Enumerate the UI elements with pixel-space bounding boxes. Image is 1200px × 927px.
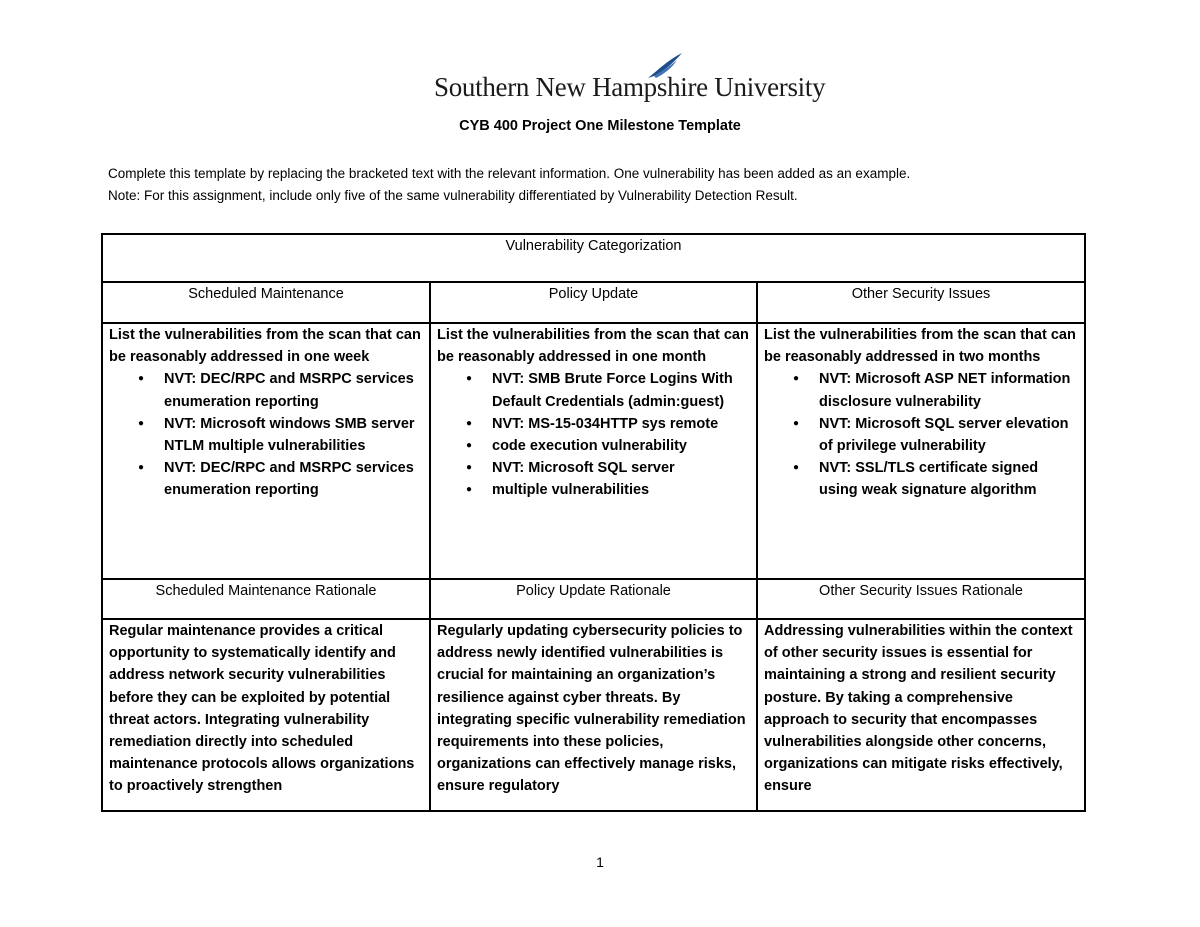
university-logo	[434, 50, 826, 108]
table-title: Vulnerability Categorization	[102, 234, 1085, 282]
vulnerability-list	[437, 368, 750, 501]
rationale-text: Regularly updating cybersecurity policies to address newly identified vulnerabilities is crucial for maintaining an organization’s resilience against cyber threats. By integrating specific vulnerability remediation requirements into these policies, organizations can effectively manage risks, ensure regulatory	[437, 623, 746, 795]
rationale-header-policy-update: Policy Update Rationale	[430, 579, 757, 619]
rationale-header-scheduled-maintenance: Scheduled Maintenance Rationale	[102, 579, 430, 619]
rationale-text: Regular maintenance provides a critical opportunity to systematically identify and address network security vulnerabilities before they can be exploited by potential threat actors. Integrating vulnerability remediation directly into scheduled maintenance protocols allows organizations to proactively strengthen	[109, 623, 415, 795]
policy-update-rationale-cell	[430, 619, 757, 811]
document-title: CYB 400 Project One Milestone Template	[459, 118, 741, 134]
column-header-other-security-issues: Other Security Issues	[757, 282, 1085, 323]
list-intro: List the vulnerabilities from the scan that can be reasonably addressed in one month	[437, 327, 749, 366]
instruction-text: Complete this template by replacing the bracketed text with the relevant information. One vulnerability has been added as an example.	[108, 166, 911, 181]
list-item: ● NVT: SMB Brute Force Logins With Default Credentials (admin:guest)	[437, 368, 750, 412]
vulnerability-list	[109, 368, 423, 501]
other-security-issues-rationale-cell	[757, 619, 1085, 811]
list-item: ● NVT: Microsoft ASP NET information disclosure vulnerability	[764, 368, 1078, 412]
note-text: Note: For this assignment, include only five of the same vulnerability differentiated by Vulnerability Detection Result.	[108, 188, 798, 203]
list-item: ● NVT: DEC/RPC and MSRPC services enumeration reporting	[109, 457, 423, 501]
page-number: 1	[596, 854, 604, 870]
list-intro: List the vulnerabilities from the scan that can be reasonably addressed in one week	[109, 327, 421, 366]
vulnerability-table	[101, 233, 1086, 812]
column-header-scheduled-maintenance: Scheduled Maintenance	[102, 282, 430, 323]
list-intro: List the vulnerabilities from the scan that can be reasonably addressed in two months	[764, 327, 1076, 366]
list-item: ● NVT: SSL/TLS certificate signed using weak signature algorithm	[764, 457, 1078, 501]
rationale-header-other-security-issues: Other Security Issues Rationale	[757, 579, 1085, 619]
list-item: ● NVT: Microsoft windows SMB server NTLM multiple vulnerabilities	[109, 413, 423, 457]
scheduled-maintenance-rationale-cell	[102, 619, 430, 811]
instructions	[108, 163, 910, 207]
list-item: ● NVT: Microsoft SQL server	[437, 457, 750, 479]
other-security-issues-list-cell	[757, 323, 1085, 579]
policy-update-list-cell	[430, 323, 757, 579]
column-header-policy-update: Policy Update	[430, 282, 757, 323]
list-item: ● NVT: MS-15-034HTTP sys remote	[437, 413, 750, 435]
university-name: Southern New Hampshire University	[434, 72, 826, 102]
rationale-text: Addressing vulnerabilities within the context of other security issues is essential for maintaining a strong and resilient security posture. By taking a comprehensive approach to security that encompasses vulnerabilities alongside other concerns, organizations can mitigate risks effectively, ensure	[764, 623, 1073, 795]
vulnerability-list	[764, 368, 1078, 501]
list-item: ● code execution vulnerability	[437, 435, 750, 457]
scheduled-maintenance-list-cell	[102, 323, 430, 579]
list-item: ● NVT: DEC/RPC and MSRPC services enumeration reporting	[109, 368, 423, 412]
list-item: ● multiple vulnerabilities	[437, 479, 750, 501]
list-item: ● NVT: Microsoft SQL server elevation of privilege vulnerability	[764, 413, 1078, 457]
